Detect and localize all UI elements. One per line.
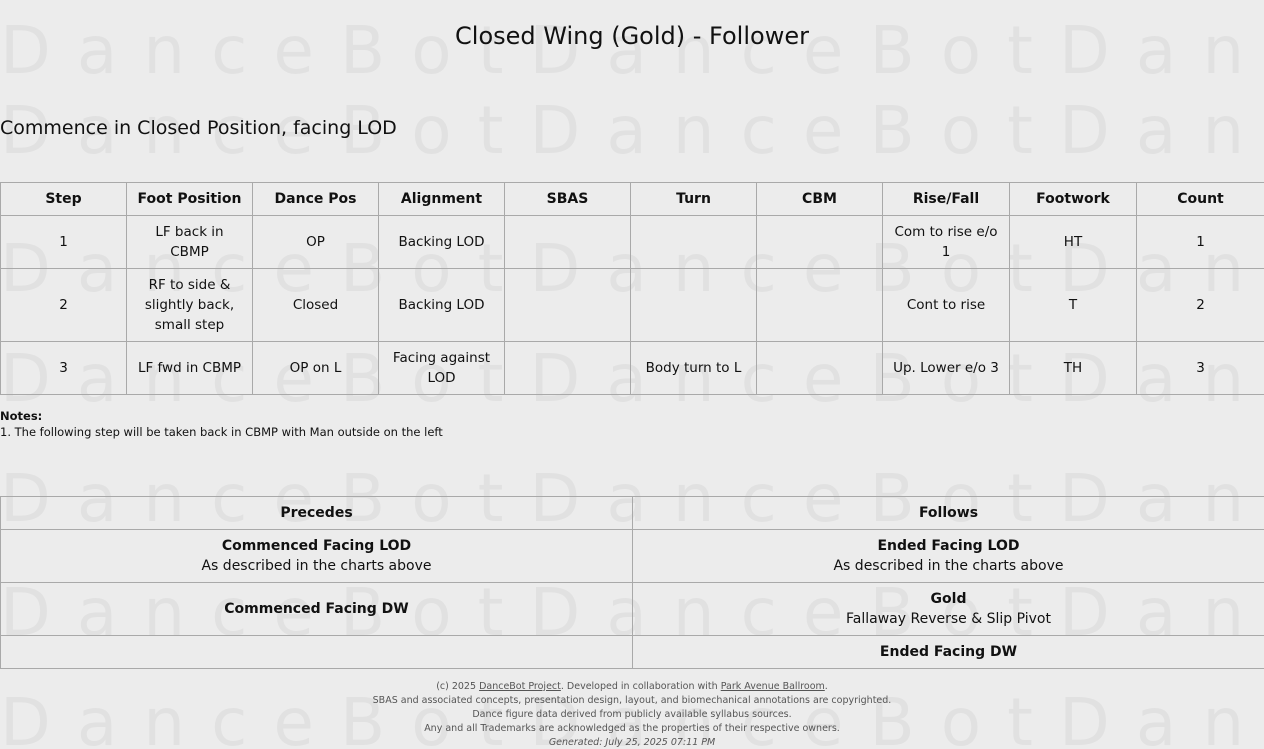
cell-dance-pos: OP xyxy=(253,216,379,269)
page-title: Closed Wing (Gold) - Follower xyxy=(455,22,809,50)
dancebot-project-link[interactable]: DanceBot Project xyxy=(479,681,561,692)
precedes-cell xyxy=(1,636,633,669)
cell-count: 3 xyxy=(1137,342,1264,395)
cell-step: 2 xyxy=(1,269,127,342)
precedes-detail: As described in the charts above xyxy=(201,558,432,574)
notes-label: Notes: xyxy=(0,409,43,423)
header-dance-pos: Dance Pos xyxy=(253,183,379,216)
precedes-cell xyxy=(1,583,633,636)
cell-foot-position: LF fwd in CBMP xyxy=(127,342,253,395)
cell-rise-fall: Cont to rise xyxy=(883,269,1010,342)
footer-line-2: SBAS and associated concepts, presentation design, layout, and biomechanical annotations are copyrighted. xyxy=(372,695,892,706)
cell-turn: Body turn to L xyxy=(631,342,757,395)
follows-cell xyxy=(633,583,1264,636)
precedes-heading: Commenced Facing LOD xyxy=(221,538,412,554)
header-turn: Turn xyxy=(631,183,757,216)
cell-rise-fall: Up. Lower e/o 3 xyxy=(883,342,1010,395)
cell-footwork: T xyxy=(1010,269,1137,342)
cell-count: 2 xyxy=(1137,269,1264,342)
follows-cell xyxy=(633,636,1264,669)
collab-text: . Developed in collaboration with xyxy=(560,681,718,692)
footer-period: . xyxy=(824,681,828,692)
cell-cbm xyxy=(757,216,883,269)
cell-footwork: TH xyxy=(1010,342,1137,395)
steps-header-row xyxy=(1,183,1264,216)
cell-sbas xyxy=(505,342,631,395)
steps-table xyxy=(0,182,1264,395)
cell-foot-position: LF back in CBMP xyxy=(127,216,253,269)
follows-detail: Fallaway Reverse & Slip Pivot xyxy=(846,611,1051,627)
header-sbas: SBAS xyxy=(505,183,631,216)
header-count: Count xyxy=(1137,183,1264,216)
follows-detail: As described in the charts above xyxy=(833,558,1064,574)
follows-header: Follows xyxy=(633,497,1264,530)
cell-sbas xyxy=(505,269,631,342)
follows-cell xyxy=(633,530,1264,583)
header-footwork: Footwork xyxy=(1010,183,1137,216)
notes-section xyxy=(0,408,443,440)
note-item: 1. The following step will be taken back in CBMP with Man outside on the left xyxy=(0,425,443,439)
precedes-header: Precedes xyxy=(1,497,633,530)
table-row xyxy=(1,216,1264,269)
generated-timestamp: Generated: July 25, 2025 07:11 PM xyxy=(548,737,716,748)
header-alignment: Alignment xyxy=(379,183,505,216)
header-rise-fall: Rise/Fall xyxy=(883,183,1010,216)
footer-line-4: Any and all Trademarks are acknowledged as the properties of their respective owners. xyxy=(424,723,840,734)
copyright-text: (c) 2025 xyxy=(436,681,477,692)
park-avenue-ballroom-link[interactable]: Park Avenue Ballroom xyxy=(720,681,825,692)
cell-count: 1 xyxy=(1137,216,1264,269)
precedes-cell xyxy=(1,530,633,583)
cell-cbm xyxy=(757,342,883,395)
relations-header-row xyxy=(1,497,1264,530)
table-row xyxy=(1,636,1264,669)
cell-alignment: Backing LOD xyxy=(379,269,505,342)
cell-dance-pos: Closed xyxy=(253,269,379,342)
cell-foot-position: RF to side & slightly back, small step xyxy=(127,269,253,342)
cell-cbm xyxy=(757,269,883,342)
follows-heading: Ended Facing DW xyxy=(879,644,1018,660)
cell-dance-pos: OP on L xyxy=(253,342,379,395)
cell-alignment: Backing LOD xyxy=(379,216,505,269)
cell-sbas xyxy=(505,216,631,269)
cell-turn xyxy=(631,216,757,269)
header-foot-position: Foot Position xyxy=(127,183,253,216)
cell-footwork: HT xyxy=(1010,216,1137,269)
header-step: Step xyxy=(1,183,127,216)
footer-line-1 xyxy=(0,680,1264,694)
table-row xyxy=(1,342,1264,395)
header-cbm: CBM xyxy=(757,183,883,216)
precedes-follows-table xyxy=(0,496,1264,669)
table-row xyxy=(1,583,1264,636)
table-row xyxy=(1,269,1264,342)
cell-turn xyxy=(631,269,757,342)
footer-line-3: Dance figure data derived from publicly available syllabus sources. xyxy=(472,709,792,720)
follows-heading: Gold xyxy=(930,591,967,607)
precedes-heading: Commenced Facing DW xyxy=(224,601,409,617)
commence-position: Commence in Closed Position, facing LOD xyxy=(0,117,397,139)
follows-heading: Ended Facing LOD xyxy=(877,538,1020,554)
table-row xyxy=(1,530,1264,583)
cell-step: 1 xyxy=(1,216,127,269)
cell-rise-fall: Com to rise e/o 1 xyxy=(883,216,1010,269)
page-footer xyxy=(0,680,1264,749)
cell-step: 3 xyxy=(1,342,127,395)
cell-alignment: Facing against LOD xyxy=(379,342,505,395)
